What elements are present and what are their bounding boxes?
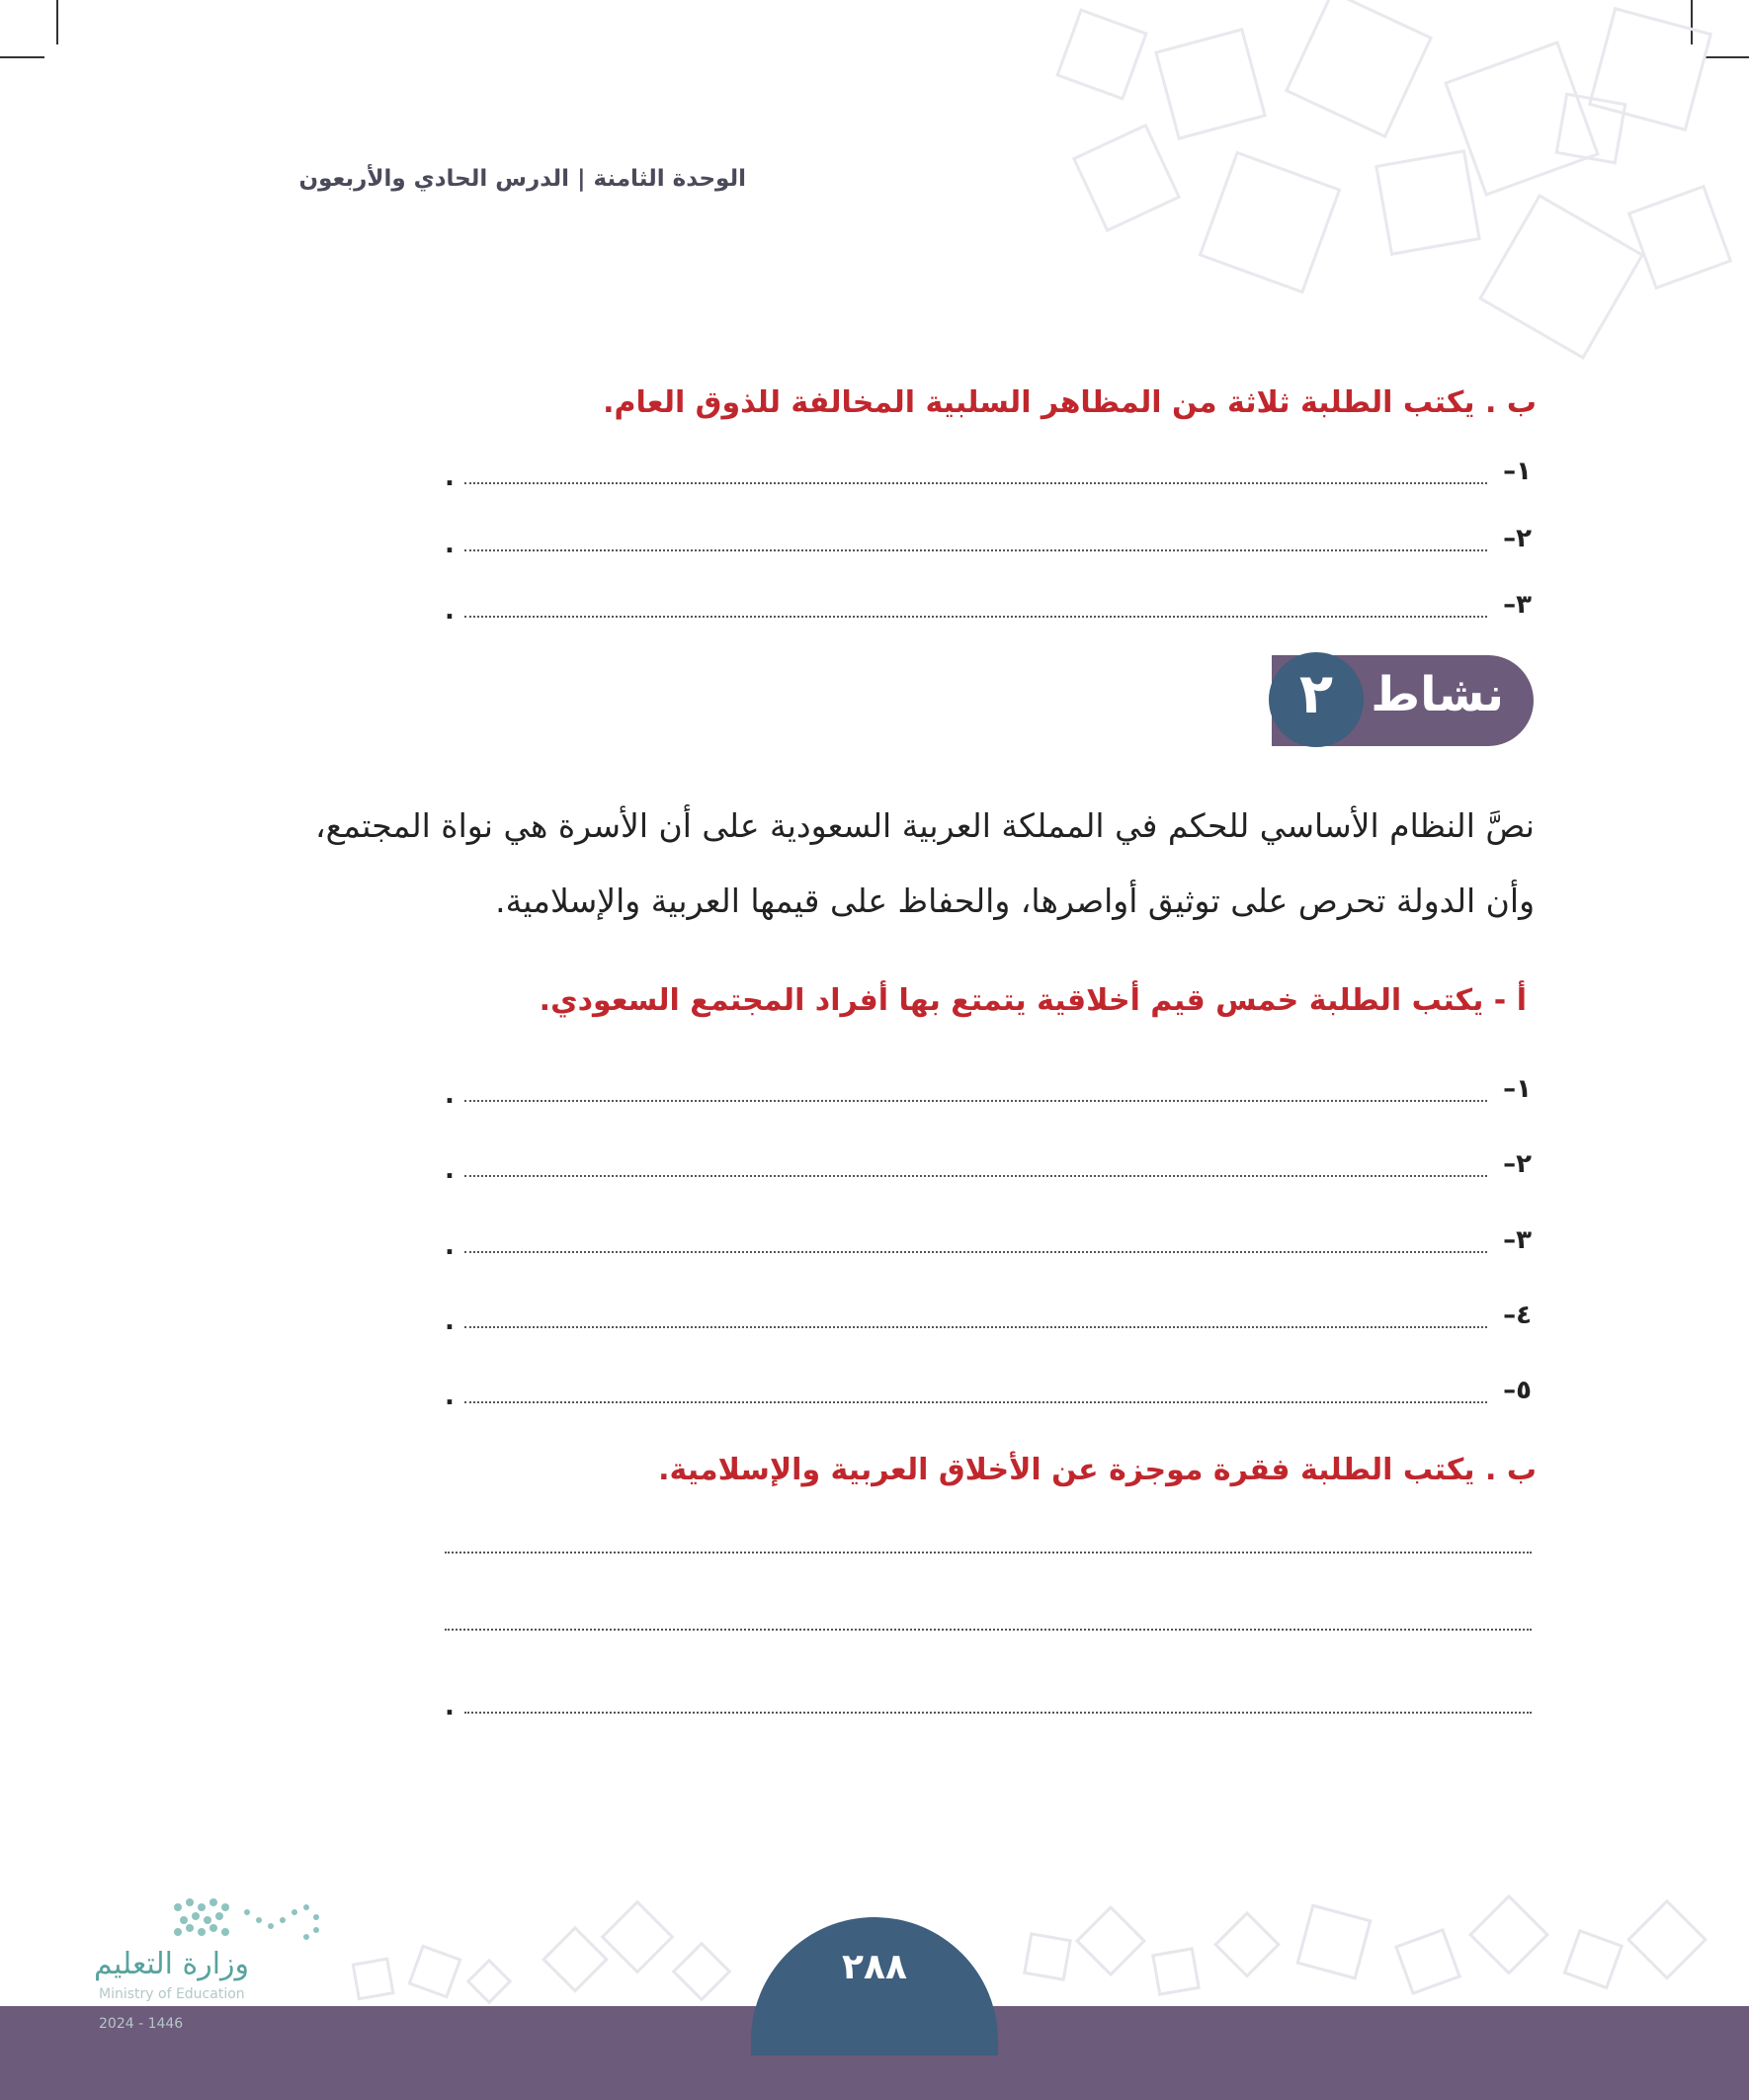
page-number-tab [751,1917,998,2056]
passage-line-2: وأن الدولة تحرص على توثيق أواصرها، والحفاظ على قيمها العربية والإسلامية. [495,882,1535,920]
answer-line[interactable] [445,1376,1532,1415]
answer-line[interactable] [445,590,1532,630]
crop-mark [56,0,58,44]
crop-mark [1691,0,1693,44]
question-a-moral-values: أ - يكتب الطلبة خمس قيم أخلاقية يتمتع بها أفراد المجتمع السعودي. [539,983,1527,1018]
question-b-negative-behaviors: ب . يكتب الطلبة ثلاثة من المظاهر السلبية المخالفة للذوق العام. [603,385,1537,420]
page-number: ٢٨٨ [842,1947,907,1987]
item-number: ٣– [1503,1225,1532,1255]
dotted-line [464,482,1487,484]
paragraph-line[interactable] [445,1629,1532,1631]
dotted-line [464,1100,1487,1102]
item-number: ٢– [1503,1149,1532,1179]
item-end: . [445,1231,455,1261]
item-end: . [445,1306,455,1336]
item-end: . [445,1155,455,1185]
logo-year: 2024 - 1446 [99,2016,184,2032]
item-number: ٣– [1503,590,1532,620]
logo-english: Ministry of Education [99,1986,245,2002]
question-b-paragraph: ب . يكتب الطلبة فقرة موجزة عن الأخلاق العربية والإسلامية. [658,1453,1537,1487]
item-number: ١– [1503,457,1532,486]
answer-line[interactable] [445,1225,1532,1265]
item-end: . [445,462,455,492]
item-number: ١– [1503,1074,1532,1104]
dotted-line [464,1326,1487,1328]
item-end: . [445,596,455,626]
passage [210,789,1535,939]
crop-mark [1705,56,1749,58]
answer-line[interactable] [445,524,1532,563]
item-number: ٥– [1503,1376,1532,1405]
ministry-logo [94,1892,331,2051]
passage-line-1: نصَّ النظام الأساسي للحكم في المملكة العربية السعودية على أن الأسرة هي نواة المجتمع، [314,806,1535,845]
activity-number: ٢ [1298,662,1334,726]
dotted-line [464,1175,1487,1177]
item-number: ٢– [1503,524,1532,553]
dotted-line [464,549,1487,551]
answer-line[interactable] [445,1301,1532,1340]
dotted-line [464,1401,1487,1403]
dotted-line [464,616,1487,618]
paragraph-line[interactable] [445,1552,1532,1554]
item-number: ٤– [1503,1301,1532,1330]
item-end: . [445,530,455,559]
breadcrumb: الوحدة الثامنة | الدرس الحادي والأربعون [298,166,746,192]
item-end: . [445,1692,455,1722]
paragraph-line-last[interactable] [445,1686,1532,1725]
answer-line[interactable] [445,1149,1532,1189]
activity-label: نشاط [1371,667,1504,722]
logo-arabic: وزارة التعليم [94,1947,250,1981]
crop-mark [0,56,44,58]
logo-dots-icon [168,1892,405,1952]
answer-line[interactable] [445,1074,1532,1114]
item-end: . [445,1382,455,1411]
dotted-line [464,1251,1487,1253]
answer-line[interactable] [445,457,1532,496]
dotted-line [464,1712,1532,1714]
item-end: . [445,1080,455,1110]
activity-number-circle [1269,652,1364,747]
